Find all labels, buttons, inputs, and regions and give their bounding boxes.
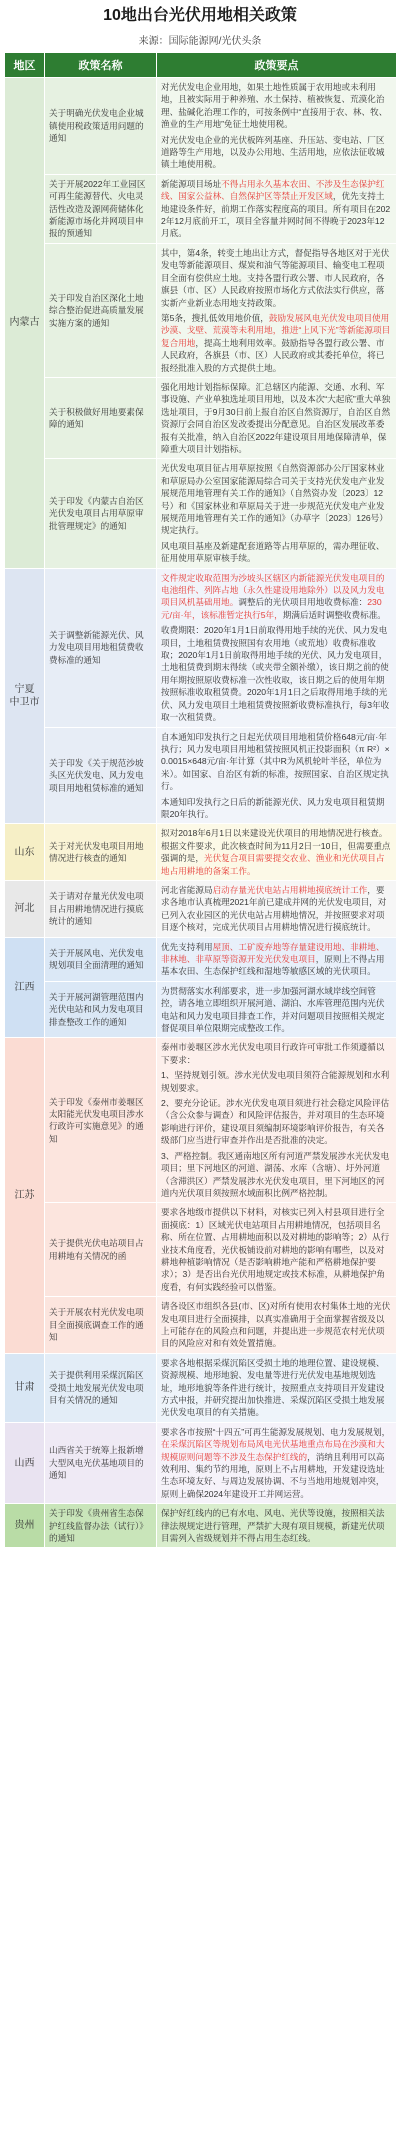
policy-paragraph xyxy=(161,1069,392,1094)
header-policy: 政策名称 xyxy=(45,53,157,78)
body-text: ，消纳且利用可以高效利用、集约节约用地，原则上不占用耕地，开发建设选址生态环境友好、与周边发展协调、不与当地用地规划冲突，原则上确保2024年建设开工并网运营。 xyxy=(161,1451,385,1499)
table-row xyxy=(5,1353,397,1422)
policy-name-cell: 关于提供光伏电站项目占用耕地有关情况的函 xyxy=(45,1203,157,1297)
policy-points-cell xyxy=(157,1422,397,1503)
table-row xyxy=(5,937,397,981)
policy-name-cell: 关于调整新能源光伏、风力发电项目用地租赁费收费标准的通知 xyxy=(45,568,157,727)
policy-name-cell: 关于请对存量光伏发电项目占用耕地情况进行摸底统计的通知 xyxy=(45,880,157,937)
table-row xyxy=(5,727,397,824)
region-cell: 河北 xyxy=(5,880,45,937)
body-text: 要求各地根据采煤沉陷区受损土地的地理位置、建设规模、资源规模、地形地貌、发电量等进行光伏发电基地规划选址，地形地貌等条件进行统计，按照重点支持项目开发建设方式申报，并研究提出加快推进、采煤沉陷区受损土地发展光伏发电项目的有关措施。 xyxy=(161,1357,385,1418)
header-content: 政策要点 xyxy=(157,53,397,78)
body-text: 对光伏发电企业的光伏板阵列基座、升压站、变电站、厂区道路等生产用地，以及办公用地、生活用地，应依法征收城镇土地使用税。 xyxy=(161,134,385,170)
table-row xyxy=(5,981,397,1038)
policy-name-cell: 关于印发《泰州市姜堰区太阳能光伏发电项目涉水行政许可实施意见》的通知 xyxy=(45,1038,157,1203)
highlighted-text: 屋顶、工矿废弃地等存量建设用地、非耕地、非林地、非草原等资源开发光伏发电项目 xyxy=(161,941,385,964)
policy-paragraph xyxy=(161,247,392,309)
body-text: 本通知印发执行之日后的新能源光伏、风力发电项目租赁期限20年执行。 xyxy=(161,796,385,819)
table-row xyxy=(5,78,397,175)
body-text: 要求各市按照“十四五”可再生能源发展规划、电力发展规划， xyxy=(161,1426,391,1437)
table-row xyxy=(5,568,397,727)
policy-paragraph xyxy=(161,941,392,978)
policy-points-cell xyxy=(157,1353,397,1422)
body-text: 为贯彻落实水利部要求，进一步加强河湖水域岸线空间管控，请各地立即组织开展河道、湖泊、水库管理范围内光伏电站和风力发电项目排查工作，并对问题项目按照相关规定督促项目单位限期完成整改工作。 xyxy=(161,985,385,1034)
policy-paragraph xyxy=(161,178,392,240)
region-cell: 宁夏 中卫市 xyxy=(5,568,45,824)
policy-points-cell xyxy=(157,1504,397,1548)
region-cell: 贵州 xyxy=(5,1504,45,1548)
body-text: 请各设区市组织各县(市、区)对所有使用农村集体土地的光伏发电项目进行全面摸排，以真实准确用于全面掌握省级及以上可能存在的风险点和问题，并提出进一步规范农村光伏项目的风险应对和有效处置措施。 xyxy=(161,1301,391,1349)
policy-name-cell: 关于印发《内蒙古自治区光伏发电项目占用草原审批管理规定》的通知 xyxy=(45,459,157,568)
region-cell: 山西 xyxy=(5,1422,45,1503)
body-text: 强化用地计划指标保障。汇总辖区内能源、交通、水利、军事设施、产业单独选址项目用地，以及本次“大起底”重大单独选址项目，于9月30日前上报自治区自然资源厅，自治区自然资源厅会同自治区发改委提出分配意见。自治区发展改革委报有关批准，纳入自治区2022年建设项目用地保障清单，保障重大项目计划指标。 xyxy=(161,381,391,454)
policy-paragraph xyxy=(161,1206,392,1293)
policy-name-cell: 关于提供利用采煤沉陷区受损土地发展光伏发电项目有关情况的通知 xyxy=(45,1353,157,1422)
table-row xyxy=(5,1297,397,1354)
policy-points-cell xyxy=(157,1038,397,1203)
body-text: 其中，第4条，转变土地出让方式，督促指导各地区对于光伏发电等新能源项目、煤炭和油气等能源项目、输变电工程项目全面有偿供应土地。支持各盟行政公署、市人民政府，各旗县（市、区）人民政府按照市场化方式依法实行供应，落实新产业新业态用地支持政策。 xyxy=(161,247,390,308)
region-cell: 内蒙古 xyxy=(5,78,45,569)
policy-name-cell: 关于开展2022年工业园区可再生能源替代、火电灵活性改造及源网荷储体化新能源市场化并网项目申报的预通知 xyxy=(45,174,157,243)
body-text: 调整后的光伏项目用地收费标准： xyxy=(238,597,368,608)
policy-points-cell xyxy=(157,1203,397,1297)
table-row xyxy=(5,459,397,568)
body-text: 风电项目基座及新建配套道路等占用草原的，需办理征收、征用使用草原审核手续。 xyxy=(161,540,385,564)
policy-paragraph xyxy=(161,540,392,565)
body-text: 保护好红线内的已有水电、风电、光伏等设施，按照相关法律法规规定进行管理，严禁扩大现有项目规模，新建光伏项目需列入省级规划并不得占用生态红线。 xyxy=(161,1508,385,1544)
highlighted-text: 在采煤沉陷区等规划布局风电光伏基地重点布局在沙漠和大规模原则问题等不涉及生态保护红线的 xyxy=(161,1439,385,1462)
highlighted-text: 光伏复合项目需要提交农业、渔业和光伏项目占地占用耕地的备案工作。 xyxy=(161,853,385,876)
policy-name-cell: 关于印发《关于规范沙坡头区光伏发电、风力发电项目用地租赁标准的通知 xyxy=(45,727,157,824)
source-line: 来源：国际能源网/光伏头条 xyxy=(138,36,262,47)
policy-points-cell xyxy=(157,1297,397,1354)
policy-paragraph xyxy=(161,827,392,877)
table-header-row xyxy=(5,53,397,78)
policy-points-cell xyxy=(157,937,397,981)
policy-points-cell xyxy=(157,243,397,377)
policy-paragraph xyxy=(161,1300,392,1350)
body-text: ，优先支持土地建设条件好，前期工作落实程度高的项目。所有项目在2022年12月底前开工，项目全容量并网时间不得晚于2023年12月底。 xyxy=(161,191,391,239)
body-text: ，原则上不得占用基本农田、生态保护红线和湿地等敏感区域的光伏项目。 xyxy=(161,954,385,977)
policy-paragraph xyxy=(161,731,392,793)
highlighted-text: 文件规定收取范围为沙坡头区辖区内新能源光伏发电项目的电池组件、列阵占地（永久性建设用地除外）以及风力发电项目风机基础用地。 xyxy=(161,572,385,608)
policy-paragraph xyxy=(161,462,392,536)
policy-name-cell: 关于印发《贵州省生态保护红线监督办法（试行）》的通知 xyxy=(45,1504,157,1548)
policy-paragraph xyxy=(161,312,392,374)
policy-paragraph xyxy=(161,1426,392,1500)
body-text: 光伏发电项目征占用草原按照《自然资源部办公厅国家林业和草原局办公室国家能源局综合司关于支持光伏发电产业发展规范用地管理有关工作的通知》（自然资办发〔2023〕12号）和《国家林业和草原局关于进一步规范光伏发电产业发展规范用地管理有关工作的通知》（办草字〔2023〕126号）规定执行。 xyxy=(161,463,388,536)
table-row xyxy=(5,1203,397,1297)
policy-points-cell xyxy=(157,880,397,937)
policy-name-cell: 关于开展农村光伏发电项目全面摸底调查工作的通知 xyxy=(45,1297,157,1354)
policy-name-cell: 关于印发自治区深化土地综合整治促进高质量发展实施方案的通知 xyxy=(45,243,157,377)
body-text: 3、严格控制。我区通南地区所有河道严禁发展涉水光伏发电项目；里下河地区的河道、湖荡、水库（含塘）、圩外河道（含滞洪区）严禁发展涉水光伏发电项目，里下河地区的河道内光伏项目须按照水域面积比例严格控制。 xyxy=(161,1150,390,1198)
body-text: 2、要充分论证。涉水光伏发电项目须进行社会稳定风险评估（含公众参与调查）和风险评估报告，并对项目的生态环境影响进行评价，建设项目须编制环境影响评价报告，有关各级部门应当进行审查并作出是否批准的决定。 xyxy=(161,1098,390,1146)
header-region: 地区 xyxy=(5,53,45,78)
body-text: 要求各地级市提供以下材料，对核实已列入村县项目进行全面摸底：1）区域光伏电站项目占用耕地情况，包括项目名称、所在位置、占用耕地面积以及对耕地的影响等；2）从行业技术角度看，光伏板铺设前对耕地的影响有哪些，以及对耕地种植影响情况（是否影响耕地产能和严格耕地保护要求）；3）是否出台光伏用地规定或技术标准，从耕地保护角度看，有何实践经验可以借鉴。 xyxy=(161,1207,390,1292)
table-row xyxy=(5,174,397,243)
highlighted-text: 不得占用永久基本农田、不涉及生态保护红线、国家公益林、自然保护区等禁止开发区域 xyxy=(161,178,385,202)
policy-paragraph xyxy=(161,1507,392,1544)
body-text: 1、坚持规划引领。涉水光伏发电项目须符合能源规划和水利规划要求。 xyxy=(161,1070,390,1093)
body-text: 期满后适时调整收费标准。 xyxy=(282,609,386,620)
policy-paragraph xyxy=(161,81,392,131)
policy-table xyxy=(4,52,397,1548)
policy-paragraph xyxy=(161,884,392,934)
policy-points-cell xyxy=(157,459,397,568)
policy-name-cell: 山西省关于统筹上报新增大型风电光伏基地项目的通知 xyxy=(45,1422,157,1503)
policy-points-cell xyxy=(157,78,397,175)
highlighted-text: 鼓励发展风电光伏发电项目使用沙漠、戈壁、荒漠等未利用地，推进“上风下光”等新能源项目复合用地 xyxy=(161,312,391,348)
policy-name-cell: 关于明确光伏发电企业城镇使用税政策适用问题的通知 xyxy=(45,78,157,175)
highlighted-text: 230元/亩·年，该标准暂定执行5年， xyxy=(161,597,382,620)
body-text: 新能源项目场址 xyxy=(161,178,222,189)
policy-points-cell xyxy=(157,377,397,458)
policy-paragraph xyxy=(161,134,392,171)
region-cell: 江西 xyxy=(5,937,45,1038)
policy-paragraph xyxy=(161,381,392,455)
policy-name-cell: 关于开展河湖管理范围内光伏电站和风力发电项目排查整改工作的通知 xyxy=(45,981,157,1038)
policy-paragraph xyxy=(161,1097,392,1147)
page-title: 10地出台光伏用地相关政策 xyxy=(103,7,297,24)
body-text: 河北省能源局 xyxy=(161,884,213,895)
table-row xyxy=(5,824,397,881)
highlighted-text: 启动存量光伏电站占用耕地摸底统计工作 xyxy=(212,884,368,895)
region-cell: 山东 xyxy=(5,824,45,881)
policy-name-cell: 关于积极做好用地要素保障的通知 xyxy=(45,377,157,458)
table-row xyxy=(5,1038,397,1203)
table-row xyxy=(5,243,397,377)
region-cell: 甘肃 xyxy=(5,1353,45,1422)
body-text: 对光伏发电企业用地，如果土地性质属于农用地或未利用地，且被实际用于种养殖、水土保持、植被恢复、荒漠化治理、盐碱化治理工作的，可按条例中“直接用于农、林、牧、渔业的生产用地”免征土地使用税。 xyxy=(161,82,388,130)
policy-points-cell xyxy=(157,727,397,824)
body-text: 自本通知印发执行之日起光伏项目用地租赁价格648元/亩·年执行；风力发电项目用地租赁按照风机正投影面积（π R²）×0.0015×648元/亩·年计算（其中R为风机轮叶半径，单位为米）。如国家、自治区有新的标准，按照国家、自治区规定执行。 xyxy=(161,731,390,792)
body-text: 收费期限：2020年1月1日前取得用地手续的光伏、风力发电项目，土地租赁费按照国有农用地（或荒地）收费标准收取；2020年1月1日前取得用地手续的光伏、风力发电项目，土地租赁费到期末得续（或夹带全额补缴），该日期之前的使用年期按照原收费标准一次性收取，该日期之后的使用年期按照标准收取租赁费。2020年1月1日之后取得用地手续的光伏、风力发电项目土地租赁费按照新收费标准执行，每3年收取一次租赁费。 xyxy=(161,625,390,723)
policy-name-cell: 关于对光伏发电项目用地情况进行核查的通知 xyxy=(45,824,157,881)
policy-paragraph xyxy=(161,1150,392,1200)
table-row xyxy=(5,1422,397,1503)
policy-points-cell xyxy=(157,568,397,727)
policy-paragraph xyxy=(161,796,392,821)
body-text: ，提高土地利用效率。鼓励指导各盟行政公署、市人民政府，各旗县（市、区）人民政府或其委托单位，将已报经批准入股的方式提供土地。 xyxy=(161,337,385,373)
policy-paragraph xyxy=(161,624,392,723)
table-row xyxy=(5,1504,397,1548)
policy-points-cell xyxy=(157,981,397,1038)
body-text: 第5条，搜扎低效用地价值， xyxy=(161,312,269,323)
policy-points-cell xyxy=(157,824,397,881)
body-text: 优先支持利用 xyxy=(161,941,213,952)
policy-paragraph xyxy=(161,572,392,622)
policy-name-cell: 关于开展风电、光伏发电规划项目全面清理的通知 xyxy=(45,937,157,981)
policy-paragraph xyxy=(161,1357,392,1419)
region-cell: 江苏 xyxy=(5,1038,45,1353)
body-text: ，要求各地市认真梳理2021年前已建成并网的光伏发电项目，对已列入农业园区的光伏电站占用耕地情况，并按照要求对项目逐个核对，完成光伏项目占用耕地情况进行摸底统计。 xyxy=(161,884,387,933)
policy-points-cell xyxy=(157,174,397,243)
table-row xyxy=(5,377,397,458)
body-text: 泰州市姜堰区涉水光伏发电项目行政许可审批工作须遵循以下要求： xyxy=(161,1042,385,1065)
policy-paragraph xyxy=(161,1041,392,1066)
table-row xyxy=(5,880,397,937)
body-text: 拟对2018年6月1日以来建设光伏项目的用地情况进行核查。根据文件要求，此次核查时间为11月2日一10日，但需要重点强调的是， xyxy=(161,828,391,864)
policy-paragraph xyxy=(161,985,392,1035)
